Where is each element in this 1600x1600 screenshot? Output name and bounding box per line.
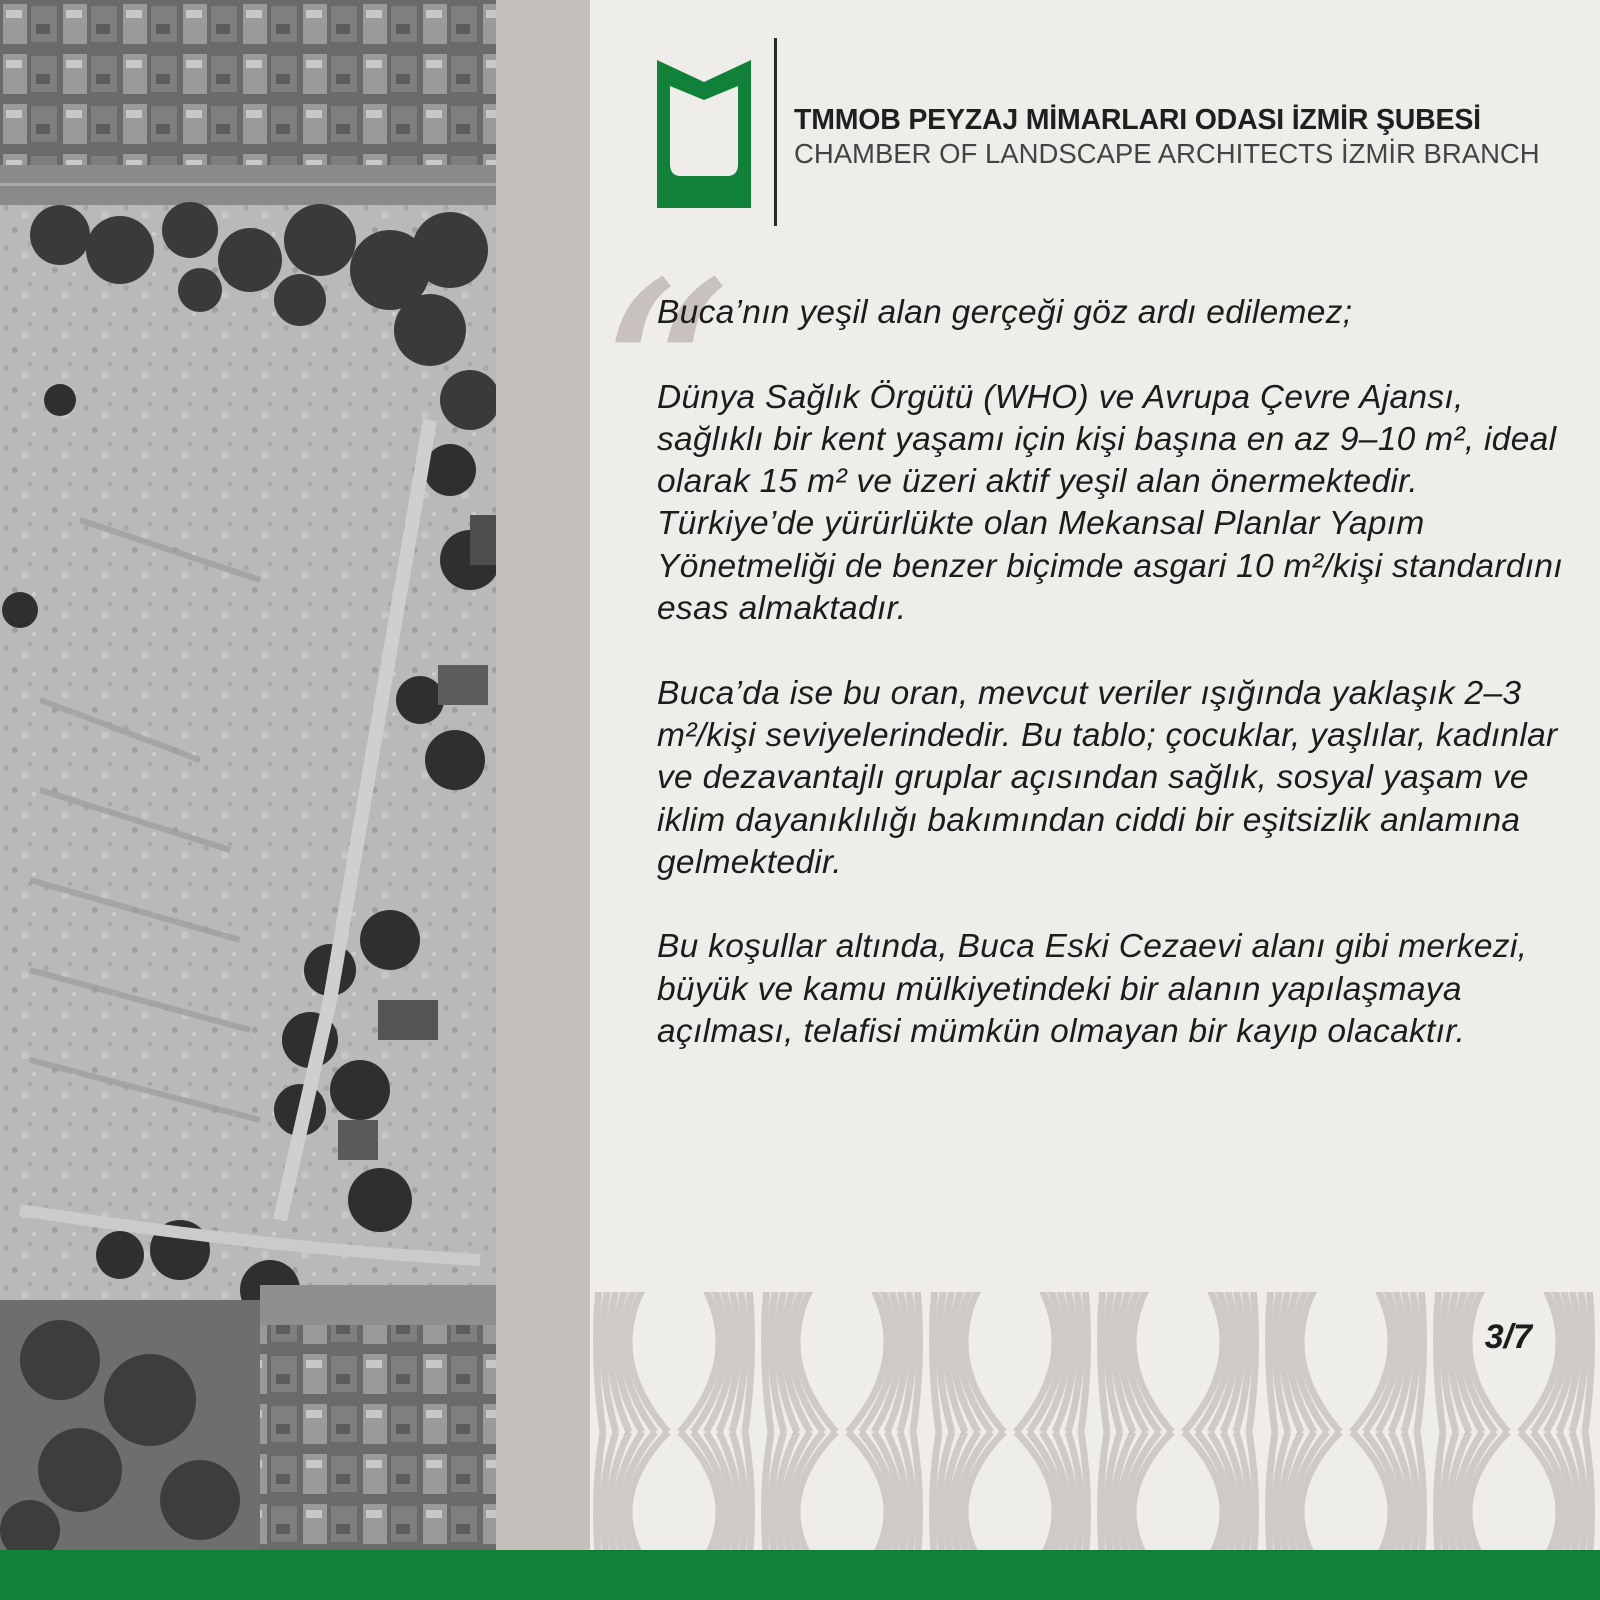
quote-mark-icon: “ [594,225,733,540]
organization-name-en: CHAMBER OF LANDSCAPE ARCHITECTS İZMİR BRANCH [794,138,1540,169]
organization-name-tr: TMMOB PEYZAJ MİMARLARI ODASI İZMİR ŞUBESİ [794,104,1481,136]
aerial-photo [0,0,496,1550]
decorative-strip [496,0,590,1550]
paragraph-buca-ratio: Buca’da ise bu oran, mevcut veriler ışığında yaklaşık 2–3 m²/kişi seviyelerindedir. Bu tablo; çocuklar, yaşlılar, kadınlar ve dezavantajlı gruplar açısından sağlık, sosyal yaşam ve iklim dayanıklılığı bakımından ciddi bir eşitsizlik anlamına gelmektedir. [657,674,1558,881]
decorative-pattern [590,1292,1600,1550]
header-divider [774,38,777,226]
paragraph-standards: Dünya Sağlık Örgütü (WHO) ve Avrupa Çevre Ajansı, sağlıklı bir kent yaşamı için kişi başına en az 9–10 m², ideal olarak 15 m² ve üzeri aktif yeşil alan önermektedir. Türkiye’de yürürlükte olan Mekansal Planlar Yapım Yönetmeliği de benzer biçimde asgari 10 m²/kişi standardını esas almaktadır. [657,378,1563,628]
body-text [657,292,1569,1096]
paragraph-conclusion: Bu koşullar altında, Buca Eski Cezaevi alanı gibi merkezi, büyük ve kamu mülkiyetindeki bir alanın yapılaşmaya açılması, telafisi mümkün olmayan bir kayıp olacaktır. [657,928,1528,1051]
page-indicator: 3/7 [1484,1318,1532,1356]
footer-bar [0,1550,1600,1600]
paragraph-heading: Buca’nın yeşil alan gerçeği göz ardı edilemez; [657,294,1353,331]
chamber-logo-icon [657,56,751,208]
